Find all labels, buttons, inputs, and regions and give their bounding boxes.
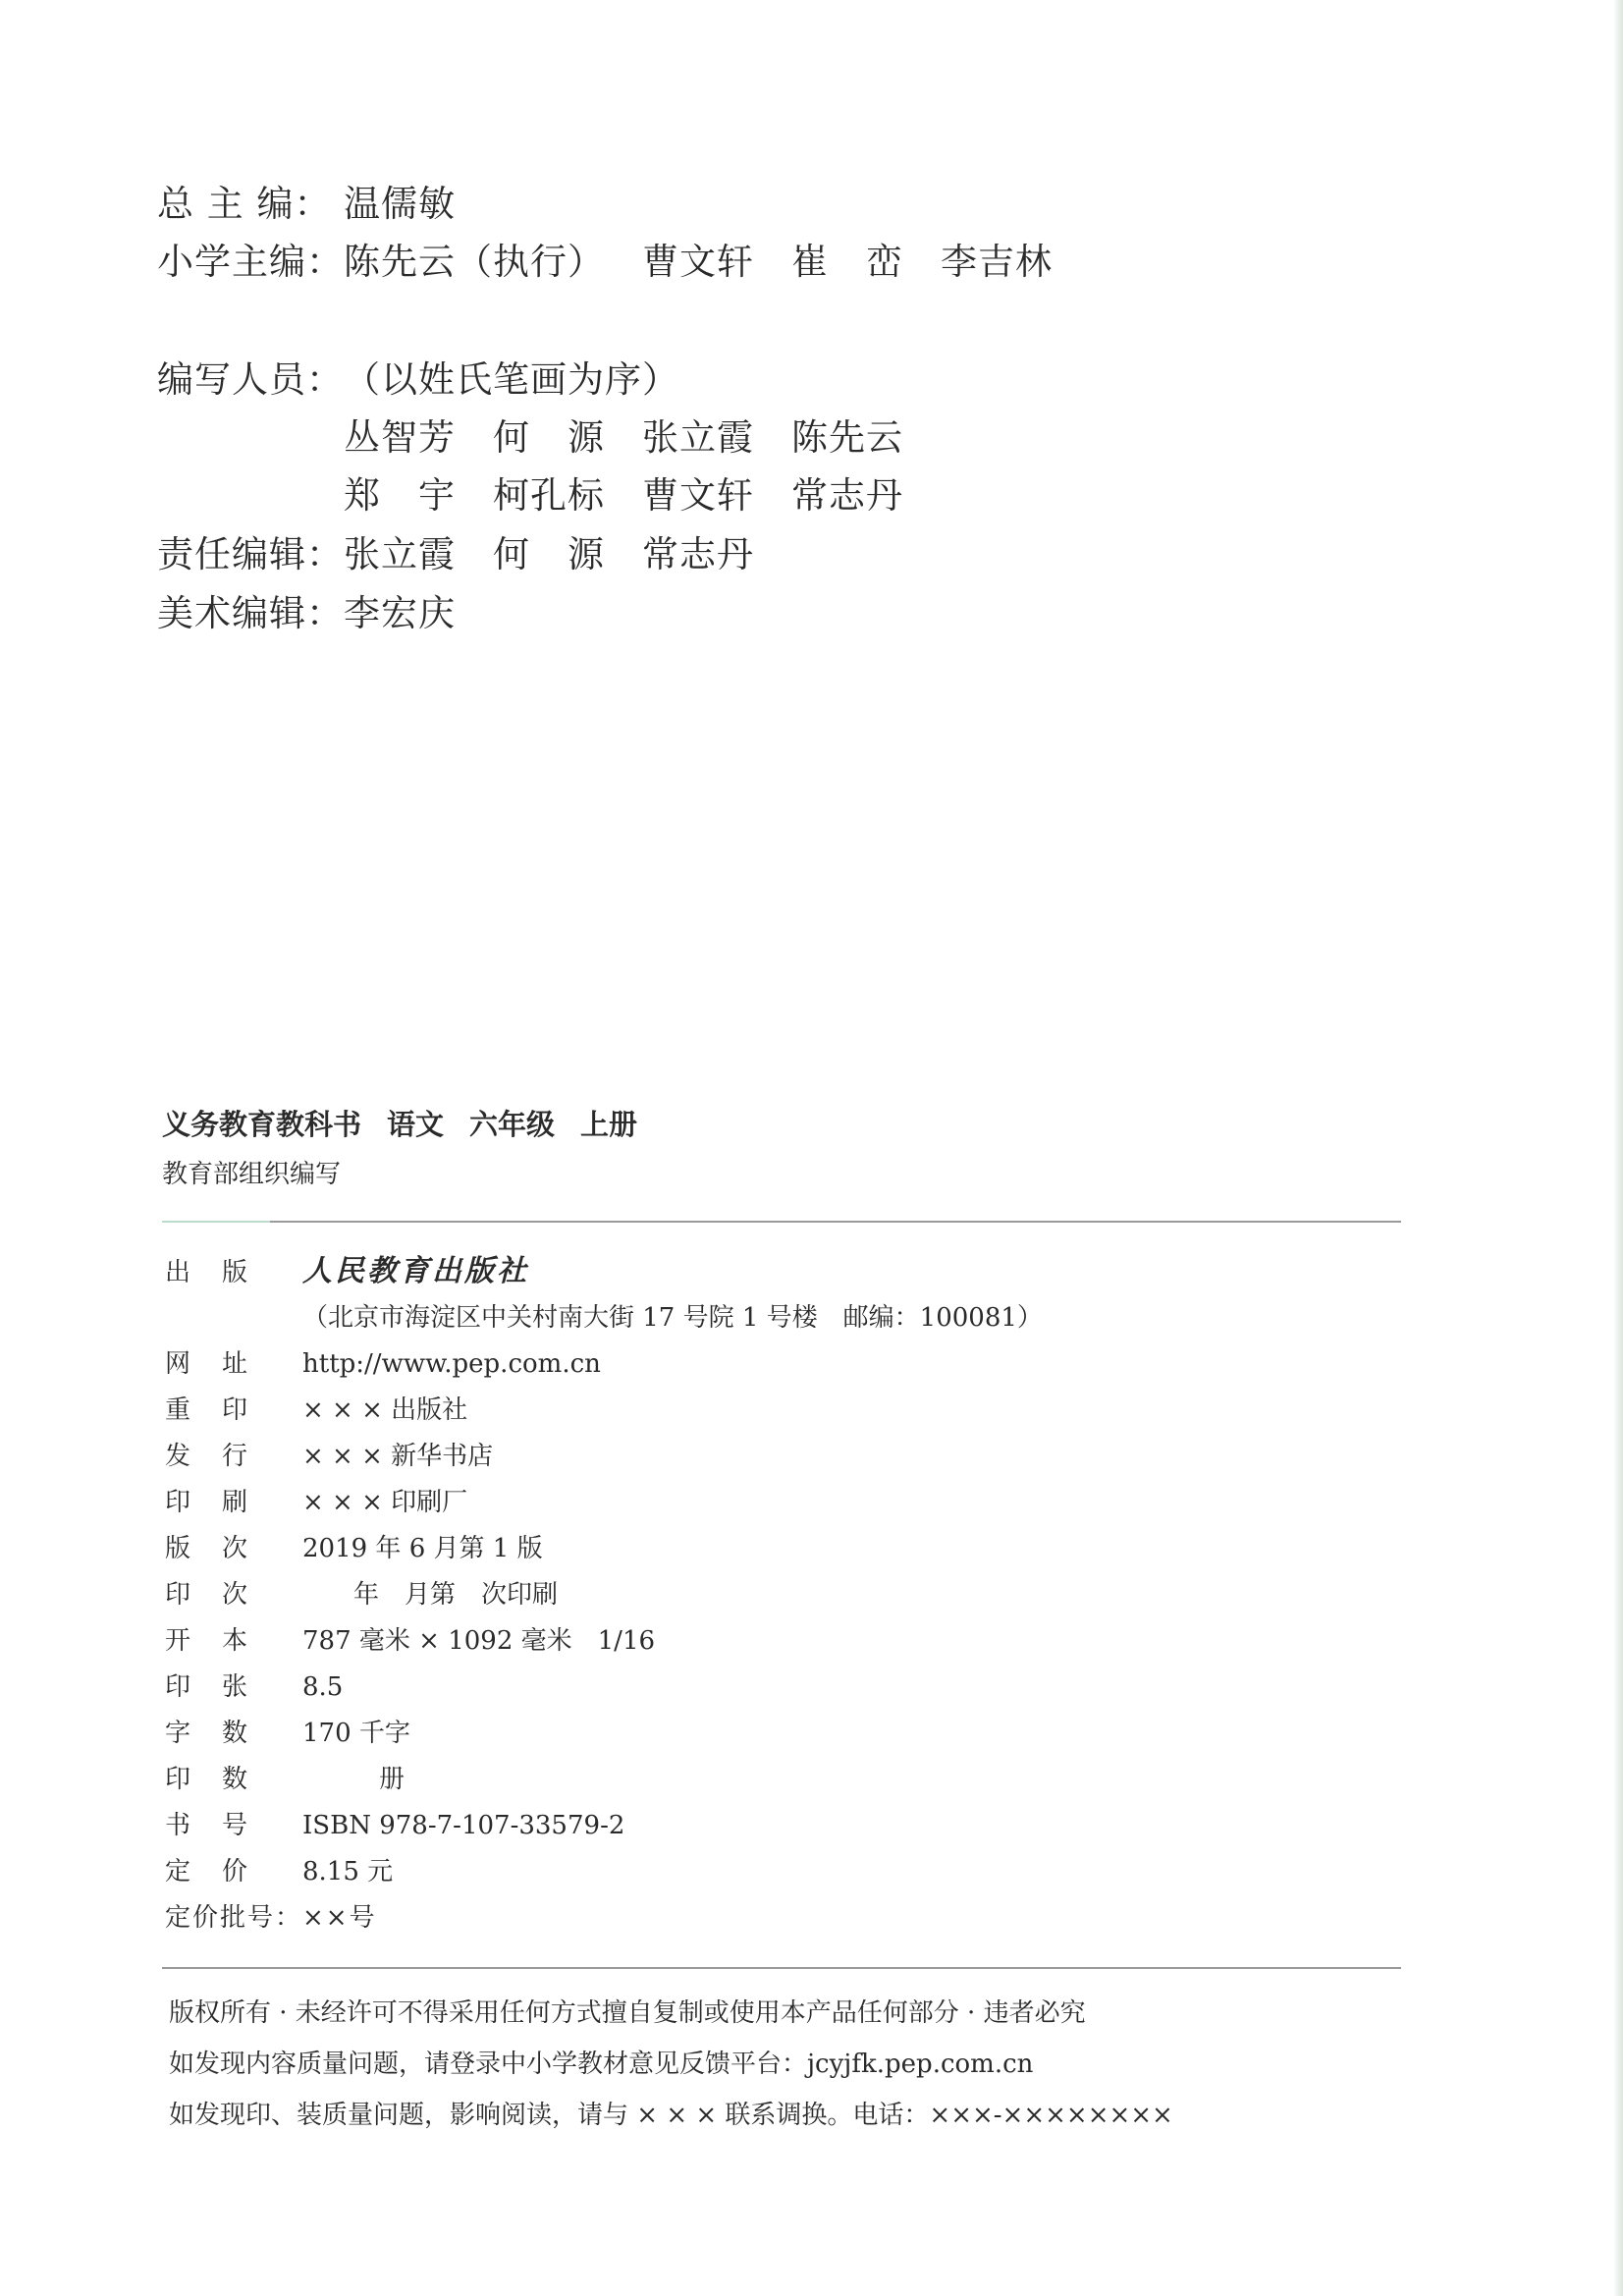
notice bbox=[169, 1992, 1173, 2145]
info-key: 印刷 bbox=[165, 1488, 280, 1517]
credit-note: （以姓氏笔画为序） bbox=[344, 358, 679, 401]
info-row bbox=[165, 1575, 1043, 1621]
info-row bbox=[165, 1621, 1043, 1667]
credit-responsible-editor bbox=[157, 530, 754, 579]
info-value: 册 bbox=[302, 1765, 406, 1794]
info-row bbox=[165, 1760, 1043, 1806]
info-value: 170 千字 bbox=[302, 1719, 410, 1748]
credit-name: 何 源 bbox=[493, 416, 605, 459]
credit-name: 郑 宇 bbox=[344, 474, 456, 517]
copyright-notice: 版权所有 · 未经许可不得采用任何方式擅自复制或使用本产品任何部分 · 违者必究 bbox=[169, 1998, 1086, 2028]
info-row bbox=[165, 1437, 1043, 1483]
credit-name: 张立霞 bbox=[344, 533, 456, 575]
credit-name: 崔 峦 bbox=[791, 241, 903, 283]
info-row bbox=[165, 1529, 1043, 1575]
credit-art-editor bbox=[157, 589, 456, 638]
credit-label: 美术编辑： bbox=[157, 592, 344, 634]
info-row-price-approval bbox=[165, 1898, 1043, 1944]
content-feedback-notice: 如发现内容质量问题，请登录中小学教材意见反馈平台：jcyjfk.pep.com.cn bbox=[169, 2050, 1034, 2079]
info-key: 开本 bbox=[165, 1626, 280, 1656]
credit-name: 常志丹 bbox=[642, 533, 754, 575]
credit-name: 温儒敏 bbox=[344, 183, 456, 225]
credit-primary-editor bbox=[157, 238, 1053, 287]
page-edge bbox=[1613, 0, 1623, 2296]
info-row bbox=[165, 1391, 1043, 1437]
info-key: 定价 bbox=[165, 1857, 280, 1886]
credit-name: 李宏庆 bbox=[344, 592, 456, 634]
credit-label: 责任编辑： bbox=[157, 533, 344, 575]
info-key: 字数 bbox=[165, 1719, 280, 1748]
info-row bbox=[165, 1667, 1043, 1714]
info-key: 版次 bbox=[165, 1534, 280, 1563]
info-value: 787 毫米 × 1092 毫米 1/16 bbox=[302, 1626, 656, 1656]
credit-writers-row bbox=[344, 471, 903, 520]
book-title-part: 上册 bbox=[580, 1108, 638, 1141]
book-subtitle: 教育部组织编写 bbox=[162, 1160, 342, 1189]
divider-bottom bbox=[162, 1967, 1401, 1969]
info-row-publisher bbox=[165, 1252, 1043, 1298]
info-key: 发行 bbox=[165, 1442, 280, 1471]
info-value: 2019 年 6 月第 1 版 bbox=[302, 1534, 543, 1563]
credit-chief-editor bbox=[157, 180, 456, 229]
info-value: http://www.pep.com.cn bbox=[302, 1349, 601, 1379]
credit-name: 陈先云（执行） bbox=[344, 241, 605, 283]
print-feedback-notice: 如发现印、装质量问题，影响阅读，请与 × × × 联系调换。电话：×××-×××××××× bbox=[169, 2101, 1173, 2130]
book-title-part: 义务教育教科书 bbox=[162, 1108, 362, 1141]
info-value: × × × 出版社 bbox=[302, 1395, 468, 1425]
info-value: × × × 新华书店 bbox=[302, 1442, 494, 1471]
info-row bbox=[165, 1483, 1043, 1529]
credit-name: 曹文轩 bbox=[642, 474, 754, 517]
info-row bbox=[165, 1344, 1043, 1391]
credit-name: 曹文轩 bbox=[642, 241, 754, 283]
publisher-logo: 人民教育出版社 bbox=[302, 1254, 529, 1288]
price-approval: 定价批号：××号 bbox=[165, 1903, 377, 1933]
credit-name: 陈先云 bbox=[791, 416, 903, 459]
info-value: 8.5 bbox=[302, 1672, 344, 1702]
info-key: 出版 bbox=[165, 1258, 280, 1287]
info-key: 网址 bbox=[165, 1349, 280, 1379]
info-key: 印次 bbox=[165, 1580, 280, 1610]
info-value: 8.15 元 bbox=[302, 1857, 394, 1886]
credit-name: 常志丹 bbox=[791, 474, 903, 517]
book-title-part: 六年级 bbox=[469, 1108, 556, 1141]
info-key: 印数 bbox=[165, 1765, 280, 1794]
info-row bbox=[165, 1806, 1043, 1852]
publication-info bbox=[165, 1252, 1043, 1944]
info-key: 书号 bbox=[165, 1811, 280, 1840]
credit-writers-row bbox=[344, 413, 903, 463]
credit-name: 张立霞 bbox=[642, 416, 754, 459]
info-value: ISBN 978-7-107-33579-2 bbox=[302, 1811, 625, 1840]
credit-label: 编写人员： bbox=[157, 358, 344, 401]
credit-name: 丛智芳 bbox=[344, 416, 456, 459]
divider-top bbox=[162, 1221, 1401, 1223]
publisher-address: （北京市海淀区中关村南大街 17 号院 1 号楼 邮编：100081） bbox=[302, 1303, 1043, 1333]
info-value: 年 月第 次印刷 bbox=[302, 1580, 559, 1610]
info-row bbox=[165, 1852, 1043, 1898]
credit-name: 何 源 bbox=[493, 533, 605, 575]
credit-label: 总 主 编： bbox=[157, 183, 332, 225]
credit-label: 小学主编： bbox=[157, 241, 344, 283]
info-value: × × × 印刷厂 bbox=[302, 1488, 468, 1517]
info-key: 印张 bbox=[165, 1672, 280, 1702]
info-key: 重印 bbox=[165, 1395, 280, 1425]
credit-name: 李吉林 bbox=[941, 241, 1053, 283]
credit-writers bbox=[157, 355, 679, 405]
book-title-part: 语文 bbox=[387, 1108, 445, 1141]
info-row-address bbox=[165, 1298, 1043, 1344]
credit-name: 柯孔标 bbox=[493, 474, 605, 517]
info-row bbox=[165, 1714, 1043, 1760]
book-title bbox=[162, 1105, 663, 1144]
